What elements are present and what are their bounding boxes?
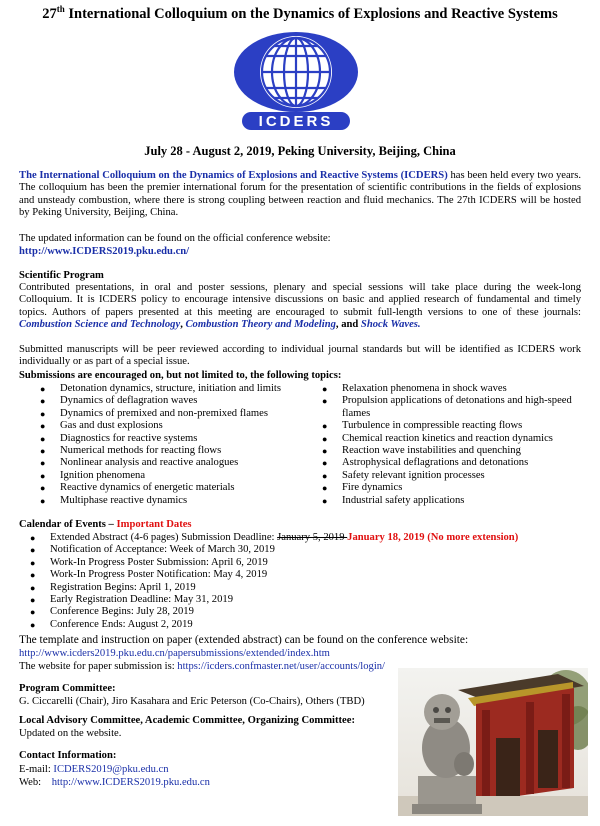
calendar-item: ● Work-In Progress Poster Notification: May 4, 2019 [28,569,588,581]
topic-item: ● Numerical methods for reacting flows [38,445,338,457]
template-info-text: The template and instruction on paper (extended abstract) can be found on the conference website: [19,634,469,646]
website-link-row [19,246,581,258]
program-committee-heading: Program Committee: [19,683,116,694]
logo-globe-lines [262,38,330,106]
local-committee-body: Updated on the website. [19,728,122,739]
website-line: The updated information can be found on the official conference website: [19,233,331,244]
local-committee-heading: Local Advisory Committee, Academic Committee, Organizing Committee: [19,715,355,726]
title-ordinal: 27 [42,5,57,22]
topic-item: ● Ignition phenomena [38,470,338,482]
journal-ctm: Combustion Theory and Modeling [185,319,336,331]
page-title [0,4,600,23]
topic-item: ● Gas and dust explosions [38,420,338,432]
topic-item: ● Detonation dynamics, structure, initiation and limits [38,383,338,395]
topic-item: ● Dynamics of premixed and non-premixed flames [38,408,338,420]
topic-item: ● Fire dynamics [320,482,576,494]
calendar-item: ● Early Registration Deadline: May 31, 2019 [28,594,588,606]
topic-item: ● Reaction wave instabilities and quenching [320,445,576,457]
journal-sep-1: , [180,319,186,331]
topic-item: ● Multiphase reactive dynamics [38,495,338,507]
topics-right-list [320,383,576,507]
calendar-item: ● Notification of Acceptance: Week of March 30, 2019 [28,544,588,556]
title-superscript: th [56,4,65,14]
topic-item: ● Industrial safety applications [320,495,576,507]
submission-link[interactable]: https://icders.confmaster.net/user/accounts/login/ [177,661,386,672]
calendar-item: ● Work-In Progress Poster Submission: April 6, 2019 [28,557,588,569]
web-link[interactable]: http://www.ICDERS2019.pku.edu.cn [51,777,210,788]
journal-cst: Combustion Science and Technology [19,319,181,331]
topics-heading: Submissions are encouraged on, but not limited to, the following topics: [19,370,342,381]
topic-item: ● Dynamics of deflagration waves [38,395,338,407]
review-paragraph: Submitted manuscripts will be peer reviewed according to individual journal standards but will be identified as ICDERS work individually or as part of a special issue. [19,344,581,368]
topic-item: ● Reactive dynamics of energetic materials [38,482,338,494]
journal-sep-2: , and [335,319,361,331]
title-text: International Colloquium on the Dynamics of Explosions and Reactive Systems [64,5,558,22]
campus-gate-photo [398,668,588,816]
calendar-item-abstract [28,532,588,544]
topic-item: ● Propulsion applications of detonations and high-speed flames [320,395,576,420]
abstract-old-date: January 5, 2019 [277,532,348,543]
website-link[interactable]: http://www.ICDERS2019.pku.edu.cn/ [19,246,190,257]
abstract-new-date: January 18, 2019 (No more extension) [347,532,519,543]
intro-rest: has been held every two years. The colloquium has been the premier international forum for the presentation of scientific contributions in the fields of explosions and unsteady combustion, where there is strong coupling between reaction and fluid mechanics. The 27th ICDERS will be hosted by Peking University, Beijing, China. [19,170,581,219]
topic-item: ● Relaxation phenomena in shock waves [320,383,576,395]
topics-left-list [38,383,338,507]
topic-item: ● Diagnostics for reactive systems [38,433,338,445]
template-link-row [19,648,581,660]
intro-lead: The International Colloquium on the Dynamics of Explosions and Reactive Systems (ICDERS) [19,170,448,181]
calendar-heading [19,519,581,531]
calendar-item: ● Conference Begins: July 28, 2019 [28,606,588,618]
event-dates: July 28 - August 2, 2019, Peking University, Beijing, China [144,144,456,158]
calendar-heading-red: Important Dates [116,519,192,530]
icders-logo [232,28,360,136]
program-body: Contributed presentations, in oral and poster sessions, plenary and special sessions will take place during the week-long Colloquium. It is ICDERS policy to encourage intensive discussions on basic and applied research of fundamental and timely topics. Authors of papers presented at this meeting are encouraged to submit full-length versions to one of these journals: [19,282,581,318]
email-label: E-mail: [19,764,54,775]
intro-paragraph [19,170,581,220]
logo-text: ICDERS [258,113,334,130]
contact-heading: Contact Information: [19,750,117,761]
template-link[interactable]: http://www.icders2019.pku.edu.cn/papersubmissions/extended/index.htm [19,648,330,659]
journal-sw: Shock Waves. [360,319,421,331]
topic-item: ● Astrophysical deflagrations and detonations [320,457,576,469]
program-heading: Scientific Program [19,270,104,281]
calendar-item: ● Registration Begins: April 1, 2019 [28,582,588,594]
web-label: Web: [19,777,52,788]
calendar-heading-text: Calendar of Events – [19,519,117,530]
submission-label: The website for paper submission is: [19,661,178,672]
topic-item: ● Turbulence in compressible reacting flows [320,420,576,432]
topic-item: ● Nonlinear analysis and reactive analogues [38,457,338,469]
topic-item: ● Chemical reaction kinetics and reaction dynamics [320,433,576,445]
program-paragraph [19,282,581,332]
abstract-label: Extended Abstract (4-6 pages) Submission Deadline: [50,532,278,543]
program-committee-body: G. Ciccarelli (Chair), Jiro Kasahara and Eric Peterson (Co-Chairs), Others (TBD) [19,696,365,707]
calendar-list [28,532,588,631]
topic-item: ● Safety relevant ignition processes [320,470,576,482]
calendar-item: ● Conference Ends: August 2, 2019 [28,619,588,631]
email-link[interactable]: ICDERS2019@pku.edu.cn [53,764,169,775]
